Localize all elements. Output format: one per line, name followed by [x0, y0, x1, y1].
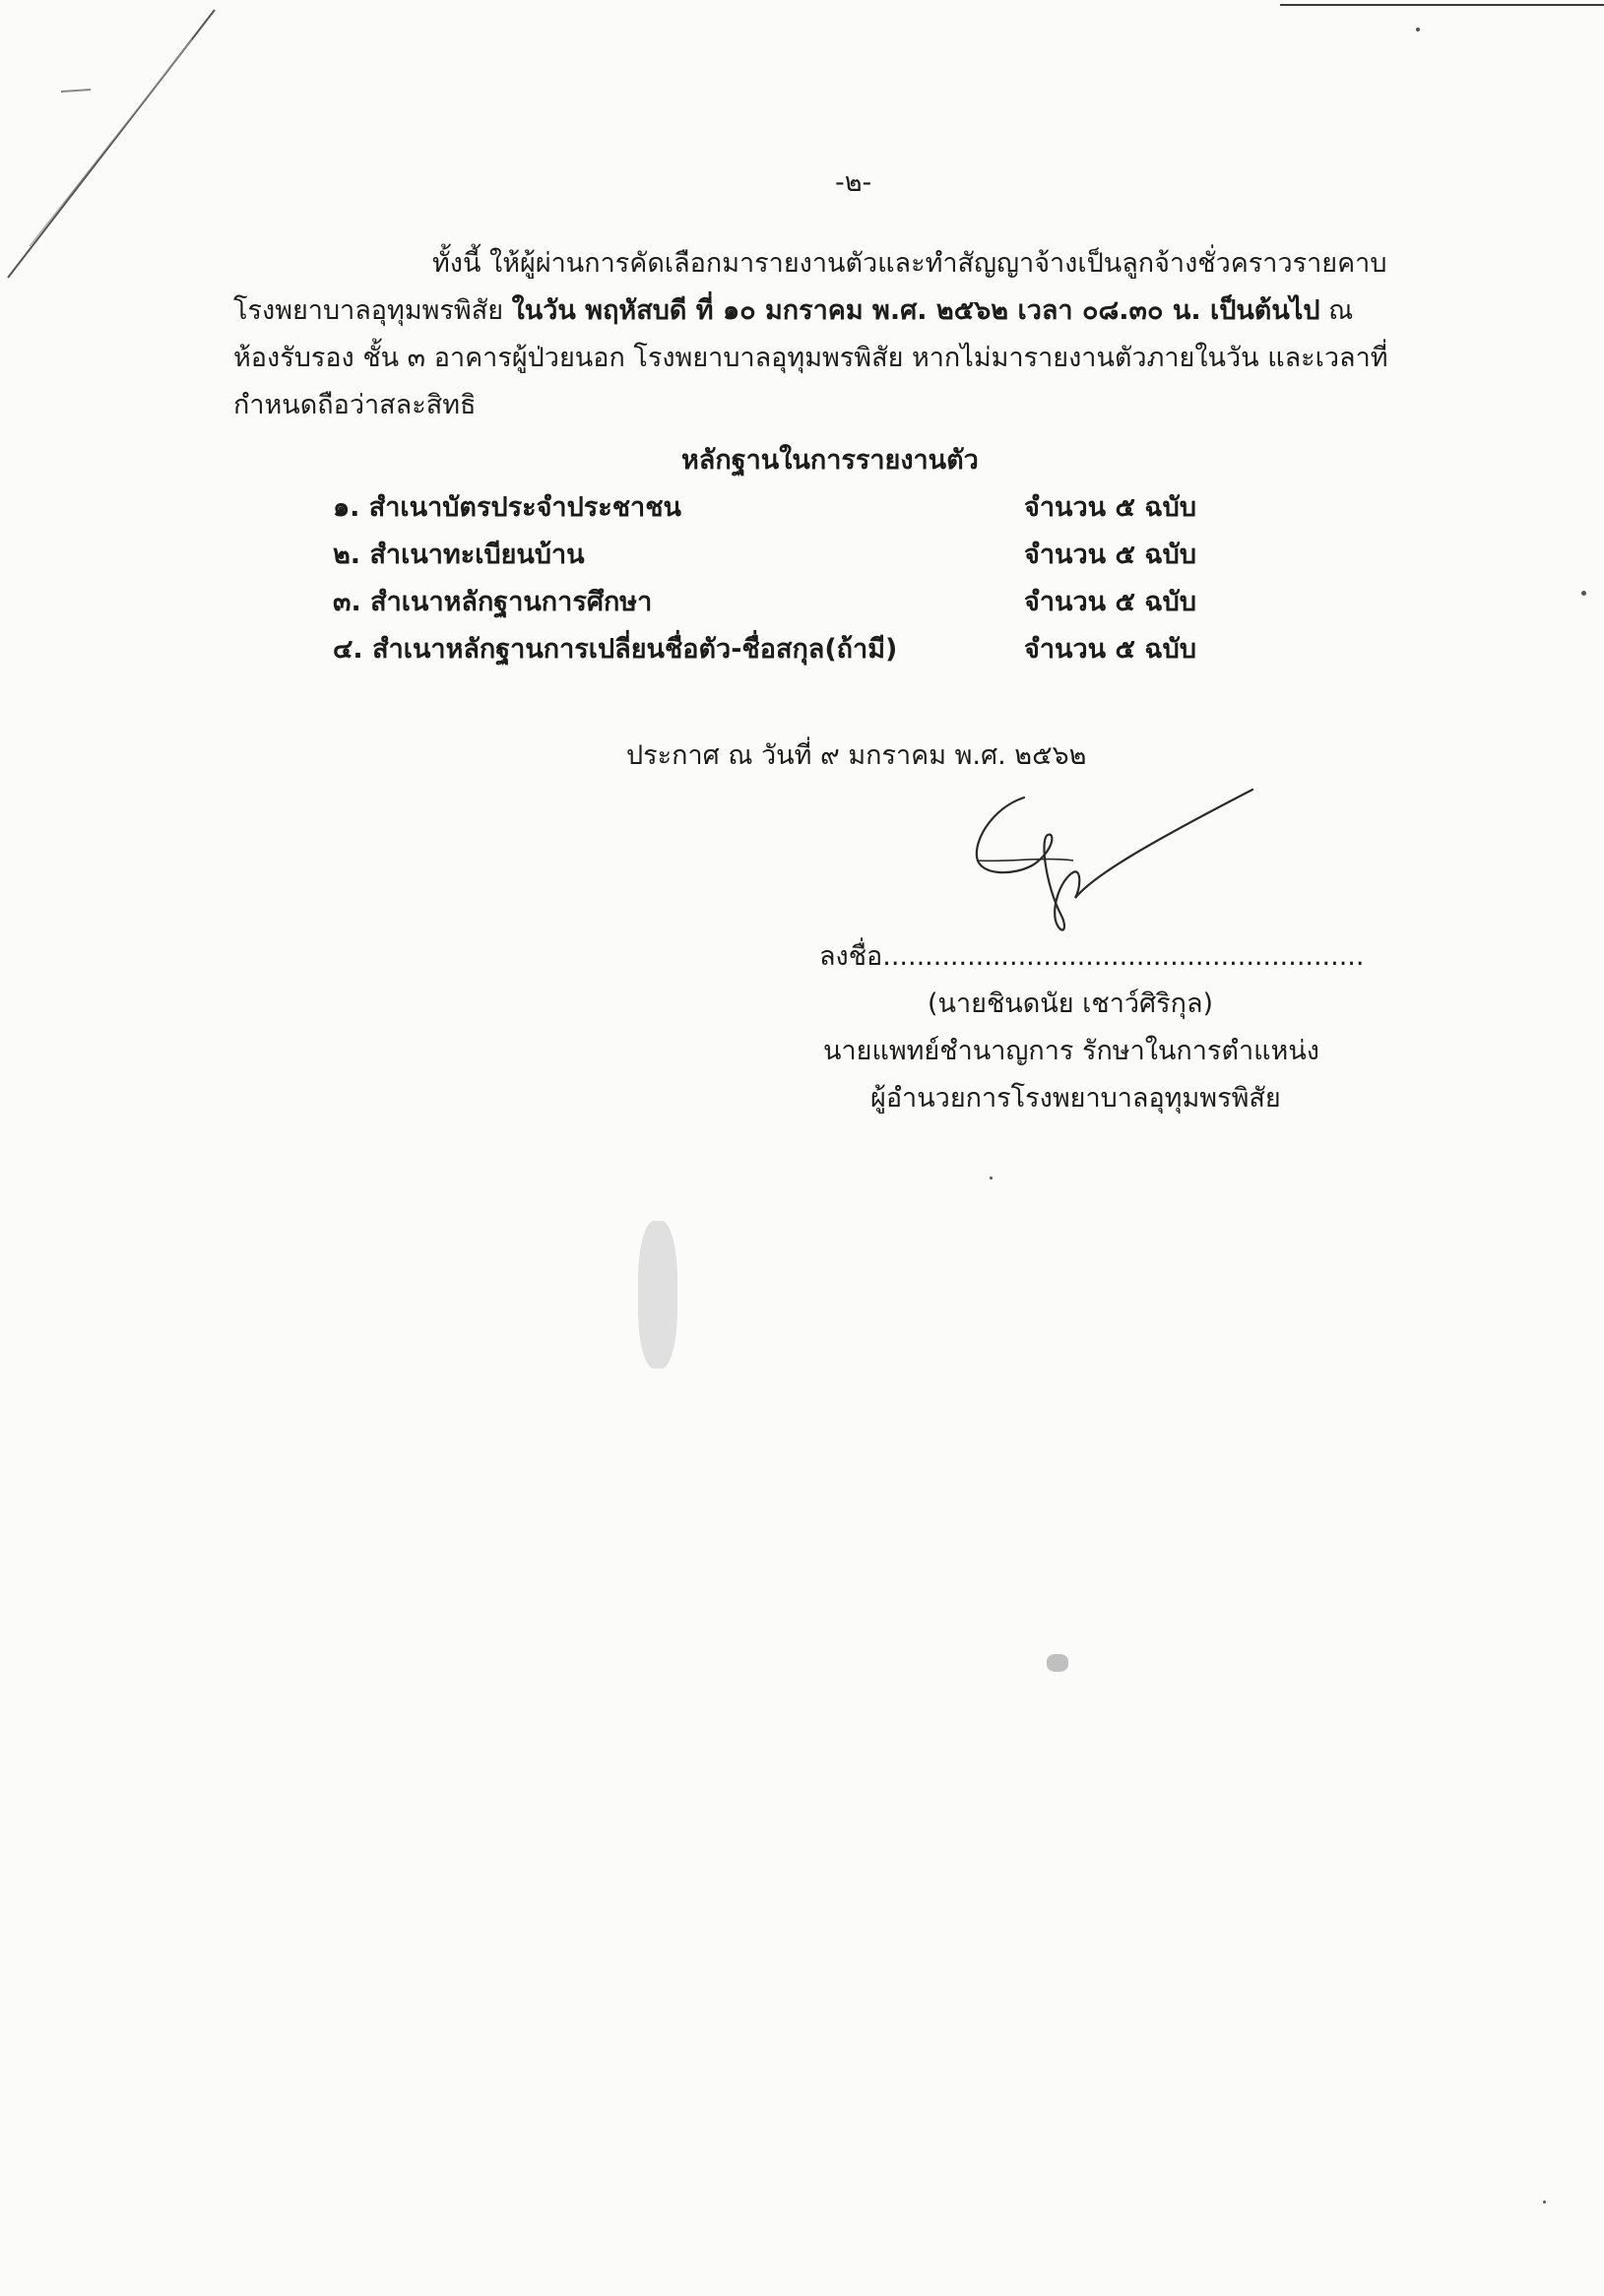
paragraph-line-1: ทั้งนี้ ให้ผู้ผ่านการคัดเลือกมารายงานตัวและทำสัญญาจ้างเป็นลูกจ้างชั่วคราวรายคาบ — [432, 248, 1387, 279]
signer-position: นายแพทย์ชำนาญการ รักษาในการตำแหน่ง — [823, 1036, 1319, 1066]
paragraph-line-2-start: โรงพยาบาลอุทุมพรพิสัย — [233, 295, 512, 326]
scan-smudge — [638, 1221, 677, 1369]
paragraph-line-3: ห้องรับรอง ชั้น ๓ อาคารผู้ป่วยนอก โรงพยาบาลอุทุมพรพิสัย หากไม่มารายงานตัวภายในวัน และเวลาที่ — [233, 343, 1388, 373]
announcement-date: ประกาศ ณ วันที่ ๙ มกราคม พ.ศ. ๒๕๖๒ — [626, 740, 1087, 771]
sign-line: ลงชื่อ......................................................... — [819, 941, 1365, 972]
scan-fold-mark — [0, 0, 256, 295]
evidence-item-count: จำนวน ๕ ฉบับ — [1024, 587, 1196, 617]
evidence-item-label: ๑. สำเนาบัตรประจำประชาชน — [333, 492, 681, 523]
evidence-item-label: ๓. สำเนาหลักฐานการศึกษา — [333, 587, 653, 617]
handwritten-signature — [965, 778, 1260, 945]
evidence-item-count: จำนวน ๕ ฉบับ — [1024, 540, 1196, 570]
signer-name: (นายชินดนัย เชาว์ศิริกุล) — [928, 989, 1214, 1019]
evidence-item-label: ๒. สำเนาทะเบียนบ้าน — [333, 540, 585, 570]
paragraph-line-4: กำหนดถือว่าสละสิทธิ — [233, 390, 477, 420]
scan-edge-line — [1280, 4, 1604, 6]
scan-speck — [1416, 28, 1420, 32]
report-date-time: ในวัน พฤหัสบดี ที่ ๑๐ มกราคม พ.ศ. ๒๕๖๒ เวลา ๐๘.๓๐ น. เป็นต้นไป — [511, 295, 1320, 326]
signer-position-title: ผู้อำนวยการโรงพยาบาลอุทุมพรพิสัย — [870, 1083, 1281, 1114]
evidence-item-label: ๔. สำเนาหลักฐานการเปลี่ยนชื่อตัว-ชื่อสกุล(ถ้ามี) — [333, 634, 898, 665]
paragraph-line-2-end: ณ — [1319, 295, 1354, 326]
evidence-item-count: จำนวน ๕ ฉบับ — [1024, 492, 1196, 523]
scan-speck — [990, 1177, 993, 1180]
scan-speck — [1581, 591, 1586, 596]
page-number: -๒- — [835, 167, 872, 198]
scan-smudge — [1047, 1654, 1068, 1672]
evidence-heading: หลักฐานในการรายงานตัว — [681, 445, 979, 476]
paragraph-line-2 — [233, 295, 1353, 327]
evidence-item-count: จำนวน ๕ ฉบับ — [1024, 634, 1196, 665]
scan-speck — [1543, 2200, 1546, 2203]
